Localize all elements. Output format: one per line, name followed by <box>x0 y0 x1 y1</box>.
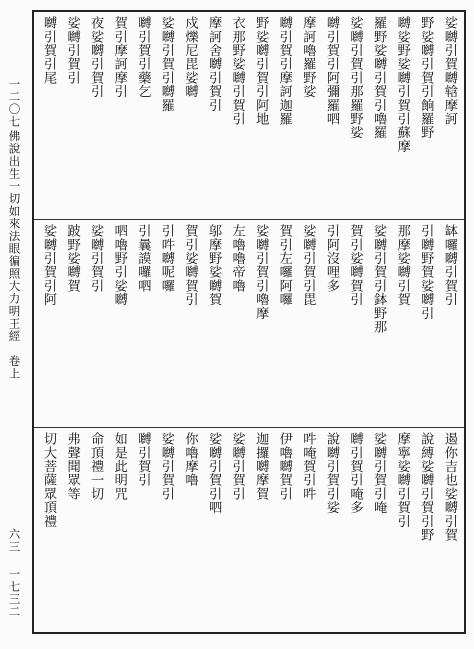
text-column: 吽唵賀引吽 <box>300 432 316 501</box>
text-column: 娑嚩引賀引 <box>158 432 174 501</box>
text-column: 如是此明咒 <box>111 432 127 501</box>
text-column: 缽囉嚩引賀引 <box>441 224 457 307</box>
text-column: 跛野娑嚩賀 <box>64 224 80 293</box>
text-column: 賀引娑嚩賀引 <box>347 224 363 307</box>
text-column: 摩訶舍嚩引賀引 <box>206 16 222 112</box>
text-column: 弗聲聞眾等 <box>64 432 80 501</box>
text-column: 呬嚕野引娑嚩 <box>111 224 127 307</box>
text-column: 嚩引賀引藥乞 <box>135 16 151 99</box>
text-column: 引阿沒哩多 <box>323 224 339 293</box>
text-column: 摩寧娑嚩引賀引 <box>394 432 410 528</box>
text-column: 說縛娑嚩引賀引野 <box>418 432 434 542</box>
text-column: 引曩謨囉呬 <box>135 224 151 293</box>
text-column: 娑嚩引賀引 <box>64 16 80 85</box>
text-column: 賀引娑嚩賀引 <box>182 224 198 307</box>
text-column: 左嚕嚕帝嚕 <box>229 224 245 293</box>
sutra-title: 佛說出生一切如來法眼徧照大力明王經 卷上 <box>7 130 22 380</box>
text-column: 摩訶嚕羅野娑 <box>300 16 316 99</box>
text-column: 迦攞嚩摩賀 <box>253 432 269 501</box>
text-column: 野娑嚩引賀引阿地 <box>253 16 269 126</box>
text-column: 嚩引賀引唵多 <box>347 432 363 515</box>
text-column: 賀引左囉阿囉 <box>276 224 292 307</box>
text-column: 娑嚩引賀嚩𤚥摩訶 <box>441 16 457 126</box>
text-column: 嚩引賀引摩訶迦羅 <box>276 16 292 126</box>
text-column: 娑嚩引賀引唵 <box>371 432 387 515</box>
text-column: 羅野娑嚩引賀引嚕羅 <box>371 16 387 140</box>
text-column: 遏你吉也娑嚩引賀 <box>441 432 457 542</box>
text-column: 娑嚩引賀引阿 <box>41 224 56 307</box>
text-column: 嚩引賀引阿彌羅呬 <box>323 16 339 126</box>
text-column: 衣那野娑嚩引賀引 <box>229 16 245 126</box>
text-column: 你嚕摩嚕 <box>182 432 198 487</box>
text-column: 娑嚩引賀引鉢野那 <box>371 224 387 334</box>
text-column: 切大菩薩眾頂禮 <box>41 432 56 528</box>
text-column: 夜娑嚩引賀引 <box>88 16 104 99</box>
text-column: 娑嚩引賀引嚕摩 <box>253 224 269 320</box>
text-column: 引吽嚩呢囉 <box>158 224 174 293</box>
text-column: 說嚩引賀引娑 <box>323 432 339 515</box>
text-column: 賀引摩訶摩引 <box>111 16 127 99</box>
text-column: 娑嚩引賀引 <box>88 224 104 293</box>
text-column: 娑嚩引賀引那羅野娑 <box>347 16 363 140</box>
text-column: 嚩引賀引 <box>135 432 151 487</box>
text-column: 伊嚕嚩賀引 <box>276 432 292 501</box>
text-frame <box>32 10 466 634</box>
text-column: 娑嚩引賀引毘 <box>300 224 316 307</box>
text-column: 邬摩野娑嚩賀 <box>206 224 222 307</box>
register-middle <box>34 220 464 428</box>
page-number: 一二〇七 <box>7 78 22 128</box>
text-column: 戍爍尼毘娑嚩 <box>182 16 198 99</box>
text-column: 那摩娑嚩引賀 <box>394 224 410 307</box>
page-marker: 一七三二 <box>7 568 22 618</box>
text-column: 娑嚩引賀引嚩羅 <box>158 16 174 112</box>
volume-marker: 六三 <box>7 528 22 553</box>
register-top <box>34 12 464 220</box>
text-column: 引嚩野賀娑嚩引 <box>418 224 434 320</box>
text-column: 娑嚩引賀引呬 <box>206 432 222 515</box>
text-column: 嚩娑野娑嚩引賀引蘇摩 <box>394 16 410 153</box>
text-column: 娑嚩引賀引 <box>229 432 245 501</box>
text-column: 野娑嚩引賀引餉羅野 <box>418 16 434 140</box>
register-bottom <box>34 428 464 632</box>
text-column: 嚩引賀引尾 <box>41 16 56 85</box>
text-column: 命頂禮一切 <box>88 432 104 501</box>
